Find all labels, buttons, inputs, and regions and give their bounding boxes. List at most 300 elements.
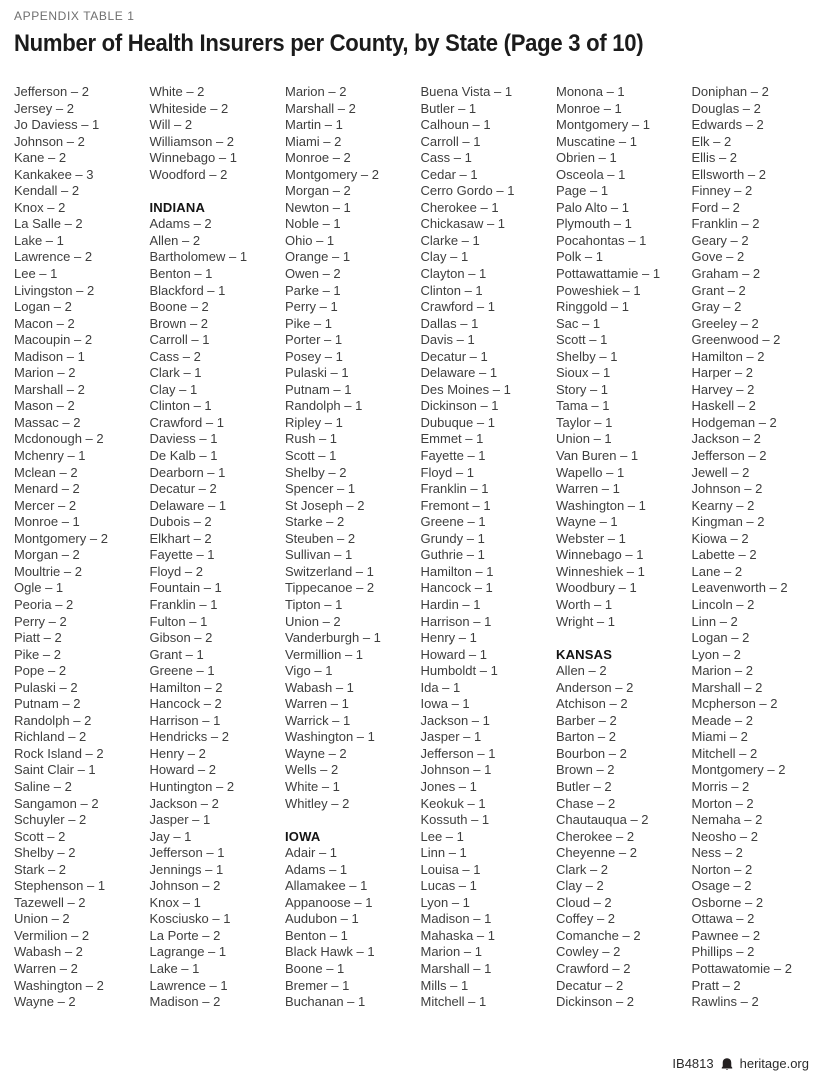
county-entry: Ness – 2: [691, 845, 743, 861]
county-entry: Worth – 1: [556, 596, 613, 612]
county-entry: Keokuk – 1: [420, 795, 486, 811]
county-entry: Knox – 1: [149, 894, 201, 910]
county-entry: Cloud – 2: [556, 894, 612, 910]
county-entry: Doniphan – 2: [691, 84, 769, 99]
county-entry: Blackford – 1: [149, 282, 226, 298]
county-entry: Phillips – 2: [691, 944, 755, 960]
county-entry: Polk – 1: [556, 249, 603, 265]
county-entry: Ogle – 1: [14, 580, 64, 596]
county-entry: Jo Daviess – 1: [14, 117, 100, 133]
county-entry: Scott – 1: [285, 448, 337, 464]
county-entry: Greene – 1: [420, 514, 486, 530]
county-entry: Hardin – 1: [420, 596, 481, 612]
county-entry: Osborne – 2: [691, 894, 764, 910]
county-entry: Knox – 2: [14, 199, 66, 215]
county-entry: La Porte – 2: [149, 927, 221, 943]
county-entry: Miami – 2: [285, 133, 342, 149]
county-entry: Neosho – 2: [691, 828, 758, 844]
county-entry: Barber – 2: [556, 712, 617, 728]
county-entry: Pike – 2: [14, 646, 61, 662]
county-entry: Saline – 2: [14, 778, 72, 794]
county-entry: Ellsworth – 2: [691, 166, 766, 182]
county-entry: Taylor – 1: [556, 414, 613, 430]
county-entry: Shelby – 1: [556, 348, 618, 364]
county-entry: Monroe – 1: [14, 514, 80, 530]
county-entry: Davis – 1: [420, 332, 475, 348]
county-entry: Coffey – 2: [556, 911, 616, 927]
county-entry: Benton – 1: [285, 927, 348, 943]
county-entry: Kosciusko – 1: [149, 911, 231, 927]
county-entry: Washington – 1: [556, 497, 646, 513]
county-entry: Mitchell – 2: [691, 745, 758, 761]
county-entry: Montgomery – 2: [691, 762, 786, 778]
county-entry: Poweshiek – 1: [556, 282, 641, 298]
county-entry: Floyd – 2: [149, 563, 203, 579]
county-entry: Haskell – 2: [691, 398, 756, 414]
county-entry: Boone – 2: [149, 299, 209, 315]
county-columns: [14, 84, 817, 1011]
county-entry: Chase – 2: [556, 795, 616, 811]
county-entry: Des Moines – 1: [420, 381, 511, 397]
county-entry: Montgomery – 2: [14, 530, 108, 546]
county-entry: Kiowa – 2: [691, 530, 749, 546]
county-entry: Decatur – 2: [556, 977, 624, 993]
county-entry: Norton – 2: [691, 861, 753, 877]
county-entry: Nemaha – 2: [691, 812, 763, 828]
county-entry: Kossuth – 1: [420, 812, 490, 828]
county-entry: Whitley – 2: [285, 795, 350, 811]
county-entry: Harper – 2: [691, 365, 753, 381]
county-entry: Black Hawk – 1: [285, 944, 375, 960]
county-entry: Howard – 1: [420, 646, 487, 662]
county-entry: Jay – 1: [149, 828, 192, 844]
county-entry: Pocahontas – 1: [556, 232, 647, 248]
county-entry: Logan – 2: [14, 299, 72, 315]
county-entry: Linn – 2: [691, 613, 738, 629]
county-entry: Washington – 1: [285, 729, 375, 745]
county-entry: Shelby – 2: [14, 845, 76, 861]
county-entry: Fremont – 1: [420, 497, 491, 513]
county-entry: Floyd – 1: [420, 464, 474, 480]
table-column-5: [556, 84, 692, 1011]
county-entry: Mcpherson – 2: [691, 696, 778, 712]
county-entry: Crawford – 1: [420, 299, 495, 315]
county-entry: Buena Vista – 1: [420, 84, 513, 99]
county-entry: Jefferson – 1: [149, 845, 225, 861]
county-entry: Clay – 1: [149, 381, 198, 397]
county-entry: Kearny – 2: [691, 497, 755, 513]
county-entry: Pottawattamie – 1: [556, 266, 661, 282]
county-entry: Fayette – 1: [149, 547, 215, 563]
county-entry: Mclean – 2: [14, 464, 78, 480]
county-entry: Gibson – 2: [149, 630, 213, 646]
county-entry: Humboldt – 1: [420, 663, 498, 679]
county-entry: Parke – 1: [285, 282, 341, 298]
table-column-4: [421, 84, 557, 1011]
county-entry: Page – 1: [556, 183, 609, 199]
county-entry: Kingman – 2: [691, 514, 765, 530]
county-entry: Clayton – 1: [420, 266, 487, 282]
county-entry: Lagrange – 1: [149, 944, 227, 960]
county-entry: Howard – 2: [149, 762, 216, 778]
county-entry: Posey – 1: [285, 348, 343, 364]
county-entry: Steuben – 2: [285, 530, 356, 546]
county-entry: Delaware – 1: [149, 497, 227, 513]
county-entry: Clark – 2: [556, 861, 609, 877]
county-entry: Grant – 2: [691, 282, 746, 298]
county-entry: Hancock – 1: [420, 580, 493, 596]
county-entry: Benton – 1: [149, 266, 213, 282]
county-entry: Lincoln – 2: [691, 596, 755, 612]
county-entry: Lane – 2: [691, 563, 743, 579]
county-entry: Woodford – 2: [149, 166, 228, 182]
county-entry: Palo Alto – 1: [556, 199, 629, 215]
county-entry: Mills – 1: [420, 977, 469, 993]
county-entry: Johnson – 2: [691, 481, 763, 497]
county-entry: Daviess – 1: [149, 431, 218, 447]
county-entry: Madison – 1: [420, 911, 492, 927]
county-entry: Ringgold – 1: [556, 299, 629, 315]
county-entry: Kankakee – 3: [14, 166, 94, 182]
county-entry: Shelby – 2: [285, 464, 347, 480]
county-entry: Franklin – 1: [149, 596, 218, 612]
county-entry: Barton – 2: [556, 729, 616, 745]
county-entry: Clarke – 1: [420, 232, 480, 248]
county-entry: Marshall – 2: [691, 679, 763, 695]
county-entry: Dickinson – 1: [420, 398, 499, 414]
county-entry: Marshall – 2: [14, 381, 85, 397]
county-entry: Union – 2: [14, 911, 70, 927]
county-entry: Greeley – 2: [691, 315, 759, 331]
county-entry: Finney – 2: [691, 183, 753, 199]
county-entry: Cowley – 2: [556, 944, 621, 960]
county-entry: Wright – 1: [556, 613, 616, 629]
county-entry: Gove – 2: [691, 249, 745, 265]
county-entry: Grundy – 1: [420, 530, 485, 546]
county-entry: Johnson – 2: [14, 133, 85, 149]
county-entry: Butler – 1: [420, 100, 477, 116]
county-entry: Elkhart – 2: [149, 530, 212, 546]
county-entry: Monroe – 1: [556, 100, 622, 116]
county-entry: Madison – 1: [14, 348, 85, 364]
county-entry: Adams – 1: [285, 861, 348, 877]
source-site-label: heritage.org: [739, 1056, 809, 1071]
county-entry: Union – 2: [285, 613, 341, 629]
county-entry: Allamakee – 1: [285, 878, 368, 894]
county-entry: Harrison – 1: [149, 712, 221, 728]
county-entry: Jefferson – 2: [691, 448, 767, 464]
county-entry: Delaware – 1: [420, 365, 498, 381]
county-entry: Hamilton – 2: [691, 348, 765, 364]
county-entry: Tippecanoe – 2: [285, 580, 375, 596]
county-entry: Emmet – 1: [420, 431, 484, 447]
county-entry: Jersey – 2: [14, 100, 74, 116]
county-entry: Switzerland – 1: [285, 563, 374, 579]
county-entry: Comanche – 2: [556, 927, 641, 943]
county-entry: Stark – 2: [14, 861, 67, 877]
county-entry: Dallas – 1: [420, 315, 479, 331]
county-entry: Hamilton – 2: [149, 679, 223, 695]
county-entry: Montgomery – 1: [556, 117, 650, 133]
county-entry: Osage – 2: [691, 878, 752, 894]
county-entry: Piatt – 2: [14, 630, 62, 646]
state-header: KANSAS: [556, 646, 613, 662]
county-entry: Wayne – 1: [556, 514, 618, 530]
county-entry: Clinton – 1: [420, 282, 483, 298]
county-entry: Ohio – 1: [285, 232, 335, 248]
county-entry: Peoria – 2: [14, 596, 74, 612]
county-entry: Cheyenne – 2: [556, 845, 637, 861]
county-entry: Pulaski – 1: [285, 365, 349, 381]
county-entry: Greene – 1: [149, 663, 215, 679]
county-entry: Brown – 2: [149, 315, 209, 331]
county-entry: Geary – 2: [691, 232, 749, 248]
county-entry: Wabash – 1: [285, 679, 354, 695]
report-id: IB4813: [672, 1056, 714, 1071]
county-entry: Owen – 2: [285, 266, 341, 282]
county-entry: Ida – 1: [420, 679, 461, 695]
county-entry: Appanoose – 1: [285, 894, 373, 910]
county-entry: Van Buren – 1: [556, 448, 639, 464]
county-entry: Gray – 2: [691, 299, 742, 315]
county-entry: Cherokee – 2: [556, 828, 635, 844]
county-entry: Labette – 2: [691, 547, 757, 563]
county-entry: Edwards – 2: [691, 117, 764, 133]
county-entry: Dubuque – 1: [420, 414, 495, 430]
table-column-3: [285, 84, 421, 1011]
county-entry: Jewell – 2: [691, 464, 750, 480]
county-entry: Clark – 1: [149, 365, 202, 381]
county-entry: Bourbon – 2: [556, 745, 627, 761]
county-entry: Audubon – 1: [285, 911, 359, 927]
county-entry: Sangamon – 2: [14, 795, 99, 811]
county-entry: Wapello – 1: [556, 464, 625, 480]
county-entry: Dearborn – 1: [149, 464, 226, 480]
county-entry: Buchanan – 1: [285, 994, 366, 1010]
county-entry: Graham – 2: [691, 266, 761, 282]
county-entry: Lyon – 1: [420, 894, 470, 910]
county-entry: Lake – 1: [149, 960, 200, 976]
county-entry: Jackson – 2: [149, 795, 219, 811]
county-entry: Vermilion – 2: [14, 927, 90, 943]
county-entry: Rush – 1: [285, 431, 338, 447]
county-entry: Scott – 2: [14, 828, 66, 844]
heritage-bell-icon: [720, 1057, 734, 1071]
county-entry: Fountain – 1: [149, 580, 222, 596]
county-entry: Lake – 1: [14, 232, 64, 248]
county-entry: Kendall – 2: [14, 183, 80, 199]
page-title: Number of Health Insurers per County, by State (Page 3 of 10): [14, 30, 644, 57]
county-entry: Lee – 1: [420, 828, 464, 844]
county-entry: Franklin – 1: [420, 481, 489, 497]
state-header: IOWA: [285, 828, 321, 844]
county-entry: Boone – 1: [285, 960, 345, 976]
county-entry: Wayne – 2: [14, 994, 76, 1010]
county-entry: Greenwood – 2: [691, 332, 781, 348]
county-entry: Cass – 2: [149, 348, 201, 364]
county-entry: Washington – 2: [14, 977, 104, 993]
county-entry: Henry – 1: [420, 630, 477, 646]
county-entry: Marion – 1: [420, 944, 482, 960]
table-column-2: [150, 84, 286, 1011]
county-entry: Mason – 2: [14, 398, 75, 414]
county-entry: Macoupin – 2: [14, 332, 93, 348]
county-entry: Guthrie – 1: [420, 547, 485, 563]
county-entry: Madison – 2: [149, 994, 221, 1010]
county-entry: Iowa – 1: [420, 696, 470, 712]
county-entry: Franklin – 2: [691, 216, 760, 232]
county-entry: Porter – 1: [285, 332, 343, 348]
county-entry: Atchison – 2: [556, 696, 628, 712]
county-entry: Anderson – 2: [556, 679, 634, 695]
county-entry: La Salle – 2: [14, 216, 83, 232]
county-entry: Hancock – 2: [149, 696, 222, 712]
county-entry: Henry – 2: [149, 745, 206, 761]
county-entry: Mitchell – 1: [420, 994, 487, 1010]
county-entry: Elk – 2: [691, 133, 732, 149]
county-entry: Morton – 2: [691, 795, 754, 811]
county-entry: Dickinson – 2: [556, 994, 635, 1010]
county-entry: Tipton – 1: [285, 596, 343, 612]
county-entry: Moultrie – 2: [14, 563, 82, 579]
county-entry: Pope – 2: [14, 663, 67, 679]
county-entry: Vermillion – 1: [285, 646, 364, 662]
county-entry: Warren – 1: [556, 481, 620, 497]
county-entry: Dubois – 2: [149, 514, 212, 530]
county-entry: Pulaski – 2: [14, 679, 78, 695]
county-entry: Crawford – 1: [149, 414, 224, 430]
county-entry: Wells – 2: [285, 762, 339, 778]
county-entry: Starke – 2: [285, 514, 345, 530]
county-entry: Decatur – 2: [149, 481, 217, 497]
county-entry: Sac – 1: [556, 315, 601, 331]
county-entry: Lyon – 2: [691, 646, 741, 662]
footer-source-line: [672, 1056, 809, 1071]
county-entry: Winneshiek – 1: [556, 563, 645, 579]
county-entry: Osceola – 1: [556, 166, 626, 182]
county-entry: Jefferson – 1: [420, 745, 496, 761]
county-entry: St Joseph – 2: [285, 497, 365, 513]
county-entry: Livingston – 2: [14, 282, 95, 298]
county-entry: Johnson – 2: [149, 878, 221, 894]
county-entry: Allen – 2: [556, 663, 607, 679]
county-entry: Miami – 2: [691, 729, 748, 745]
county-entry: Marshall – 1: [420, 960, 492, 976]
county-entry: Scott – 1: [556, 332, 608, 348]
county-entry: Hamilton – 1: [420, 563, 494, 579]
county-entry: Cherokee – 1: [420, 199, 499, 215]
county-entry: Harvey – 2: [691, 381, 755, 397]
county-entry: Morgan – 2: [14, 547, 80, 563]
county-entry: Randolph – 1: [285, 398, 363, 414]
county-entry: Crawford – 2: [556, 960, 631, 976]
county-entry: Story – 1: [556, 381, 609, 397]
county-entry: Monona – 1: [556, 84, 625, 99]
county-entry: Harrison – 1: [420, 613, 492, 629]
county-entry: Massac – 2: [14, 414, 81, 430]
county-entry: Putnam – 2: [14, 696, 81, 712]
county-entry: Adair – 1: [285, 845, 338, 861]
county-entry: Whiteside – 2: [149, 100, 229, 116]
county-entry: Richland – 2: [14, 729, 87, 745]
county-entry: Mahaska – 1: [420, 927, 495, 943]
county-entry: Morris – 2: [691, 778, 750, 794]
table-eyebrow-label: APPENDIX TABLE 1: [14, 9, 135, 23]
county-entry: Newton – 1: [285, 199, 351, 215]
county-entry: Lee – 1: [14, 266, 58, 282]
county-entry: Muscatine – 1: [556, 133, 637, 149]
county-entry: Logan – 2: [691, 630, 750, 646]
county-entry: Johnson – 1: [420, 762, 492, 778]
county-entry: Randolph – 2: [14, 712, 92, 728]
county-entry: Sullivan – 1: [285, 547, 353, 563]
county-entry: Warren – 1: [285, 696, 349, 712]
county-entry: Pike – 1: [285, 315, 332, 331]
state-header: INDIANA: [149, 199, 206, 215]
county-entry: Noble – 1: [285, 216, 341, 232]
county-entry: Webster – 1: [556, 530, 626, 546]
county-entry: Schuyler – 2: [14, 812, 87, 828]
county-entry: Tama – 1: [556, 398, 610, 414]
county-entry: Clinton – 1: [149, 398, 212, 414]
county-entry: Jackson – 2: [691, 431, 761, 447]
county-entry: Meade – 2: [691, 712, 753, 728]
county-entry: Winnebago – 1: [556, 547, 644, 563]
county-entry: Fayette – 1: [420, 448, 486, 464]
county-entry: Pratt – 2: [691, 977, 741, 993]
county-entry: Ripley – 1: [285, 414, 343, 430]
county-entry: White – 1: [285, 778, 340, 794]
county-entry: Rawlins – 2: [691, 994, 759, 1010]
county-entry: Huntington – 2: [149, 778, 235, 794]
county-entry: Mercer – 2: [14, 497, 77, 513]
county-entry: Calhoun – 1: [420, 117, 491, 133]
table-column-1: [14, 84, 150, 1011]
county-entry: Vigo – 1: [285, 663, 333, 679]
county-entry: Adams – 2: [149, 216, 212, 232]
county-entry: Grant – 1: [149, 646, 204, 662]
county-entry: Jasper – 1: [149, 812, 211, 828]
county-entry: Brown – 2: [556, 762, 615, 778]
county-entry: Hodgeman – 2: [691, 414, 777, 430]
county-entry: Carroll – 1: [149, 332, 210, 348]
county-entry: Winnebago – 1: [149, 150, 237, 166]
county-entry: Plymouth – 1: [556, 216, 632, 232]
county-entry: Menard – 2: [14, 481, 80, 497]
county-entry: Spencer – 1: [285, 481, 356, 497]
county-entry: Pottawatomie – 2: [691, 960, 792, 976]
county-entry: Clay – 2: [556, 878, 604, 894]
county-entry: Ford – 2: [691, 199, 740, 215]
county-entry: De Kalb – 1: [149, 448, 218, 464]
county-entry: Orange – 1: [285, 249, 351, 265]
county-entry: Lawrence – 2: [14, 249, 93, 265]
county-entry: Hendricks – 2: [149, 729, 229, 745]
county-entry: Morgan – 2: [285, 183, 351, 199]
county-entry: Louisa – 1: [420, 861, 481, 877]
county-entry: Ottawa – 2: [691, 911, 755, 927]
county-entry: Martin – 1: [285, 117, 343, 133]
county-entry: Cedar – 1: [420, 166, 478, 182]
county-entry: Obrien – 1: [556, 150, 617, 166]
county-entry: Wayne – 2: [285, 745, 347, 761]
county-entry: Leavenworth – 2: [691, 580, 788, 596]
county-entry: Clay – 1: [420, 249, 469, 265]
county-entry: Stephenson – 1: [14, 878, 106, 894]
county-entry: Fulton – 1: [149, 613, 208, 629]
county-entry: Warren – 2: [14, 960, 78, 976]
county-entry: Putnam – 1: [285, 381, 352, 397]
